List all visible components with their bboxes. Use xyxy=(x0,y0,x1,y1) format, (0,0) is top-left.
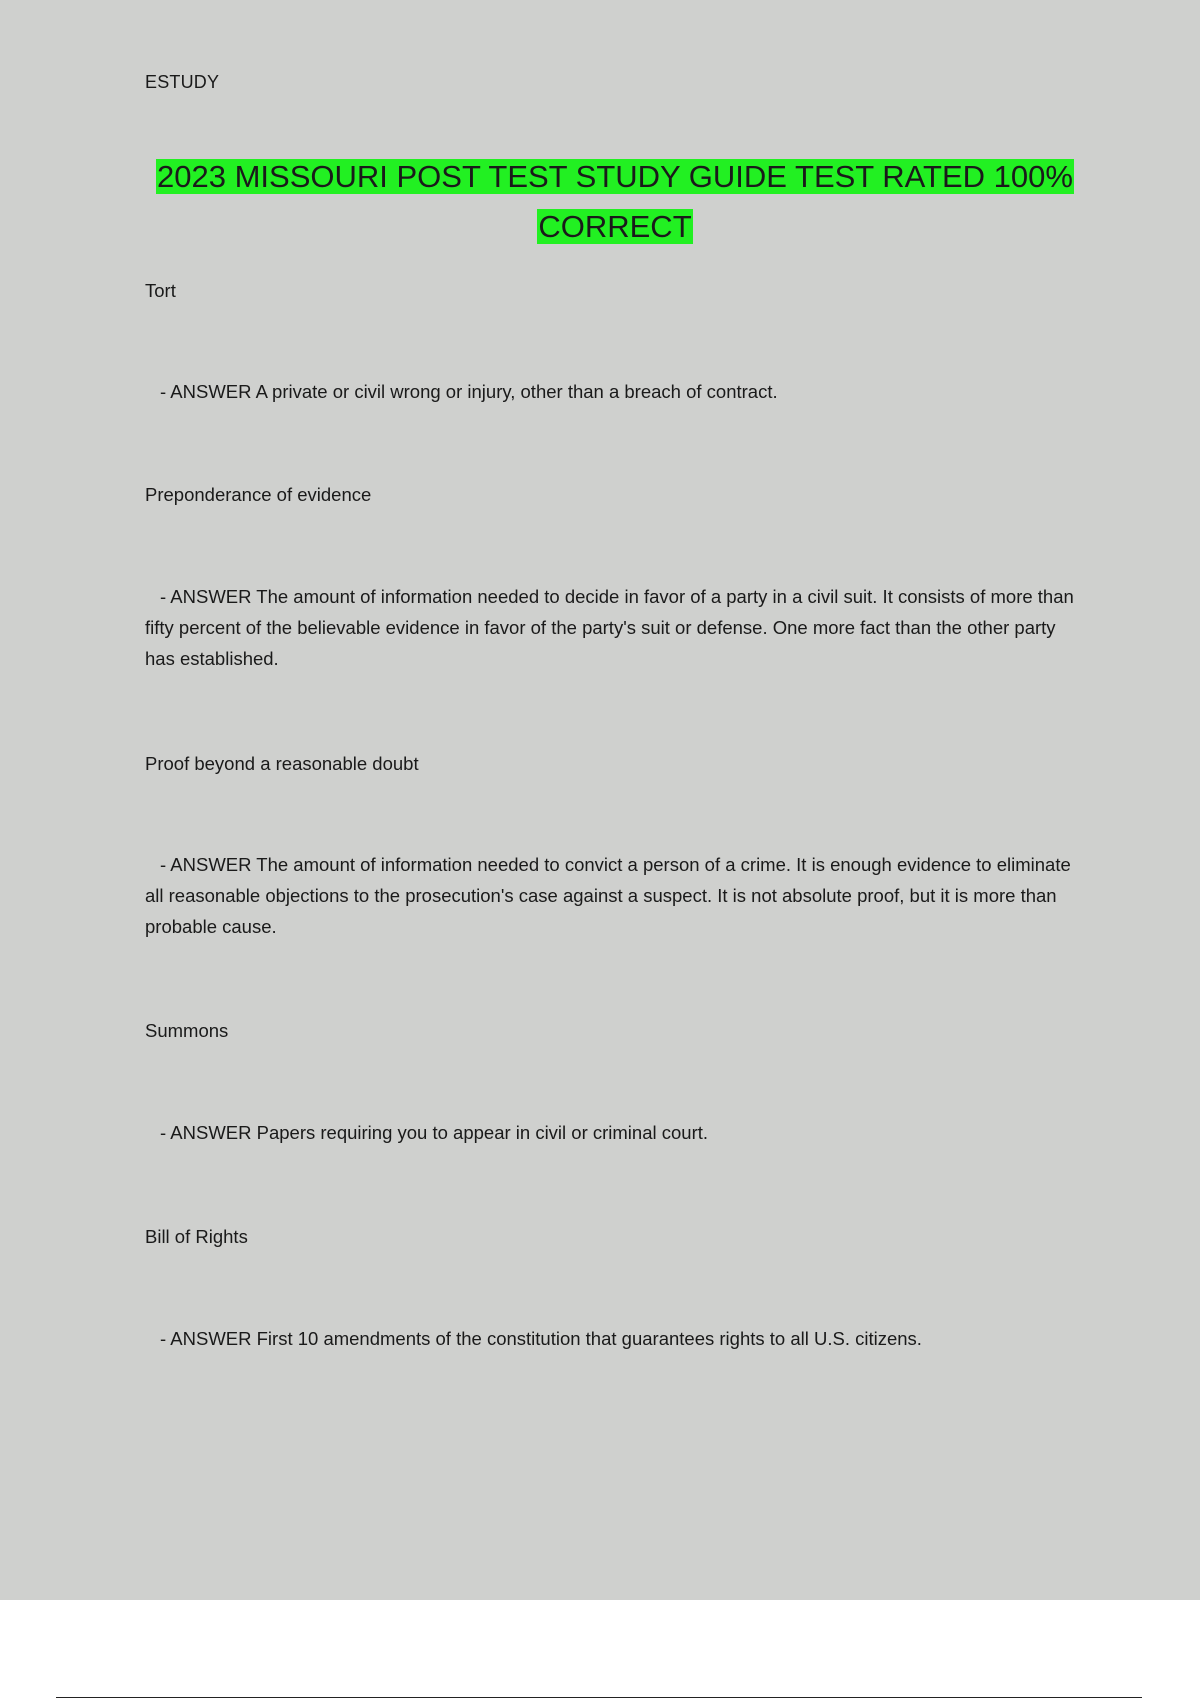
answer-bill-of-rights: - ANSWER First 10 amendments of the constitution that guarantees rights to all U.S. citizens. xyxy=(160,1328,922,1349)
title-line-1: 2023 MISSOURI POST TEST STUDY GUIDE TEST RATED 100% xyxy=(157,159,1073,194)
term-summons: Summons xyxy=(145,1020,229,1041)
term-bill-of-rights: Bill of Rights xyxy=(145,1226,248,1247)
header-label: ESTUDY xyxy=(145,72,220,92)
answer-summons: - ANSWER Papers requiring you to appear in civil or criminal court. xyxy=(160,1122,709,1143)
footer-divider xyxy=(56,1697,1142,1698)
answer-preponderance-of-evidence: - ANSWER The amount of information needed to decide in favor of a party in a civil suit. It consists of more than fifty percent of the believable evidence in favor of the party's suit or defense. One more fact than the other party has established. xyxy=(145,586,1074,669)
document-title xyxy=(140,152,1090,252)
title-line-2: CORRECT xyxy=(538,209,692,244)
answer-proof-beyond-reasonable-doubt: - ANSWER The amount of information needed to convict a person of a crime. It is enough evidence to eliminate all reasonable objections to the prosecution's case against a suspect. It is not absolute proof, but it is more than probable cause. xyxy=(145,854,1071,937)
term-proof-beyond-reasonable-doubt: Proof beyond a reasonable doubt xyxy=(145,753,419,774)
answer-tort: - ANSWER A private or civil wrong or injury, other than a breach of contract. xyxy=(160,381,778,402)
term-preponderance-of-evidence: Preponderance of evidence xyxy=(145,484,372,505)
term-tort: Tort xyxy=(145,280,176,301)
